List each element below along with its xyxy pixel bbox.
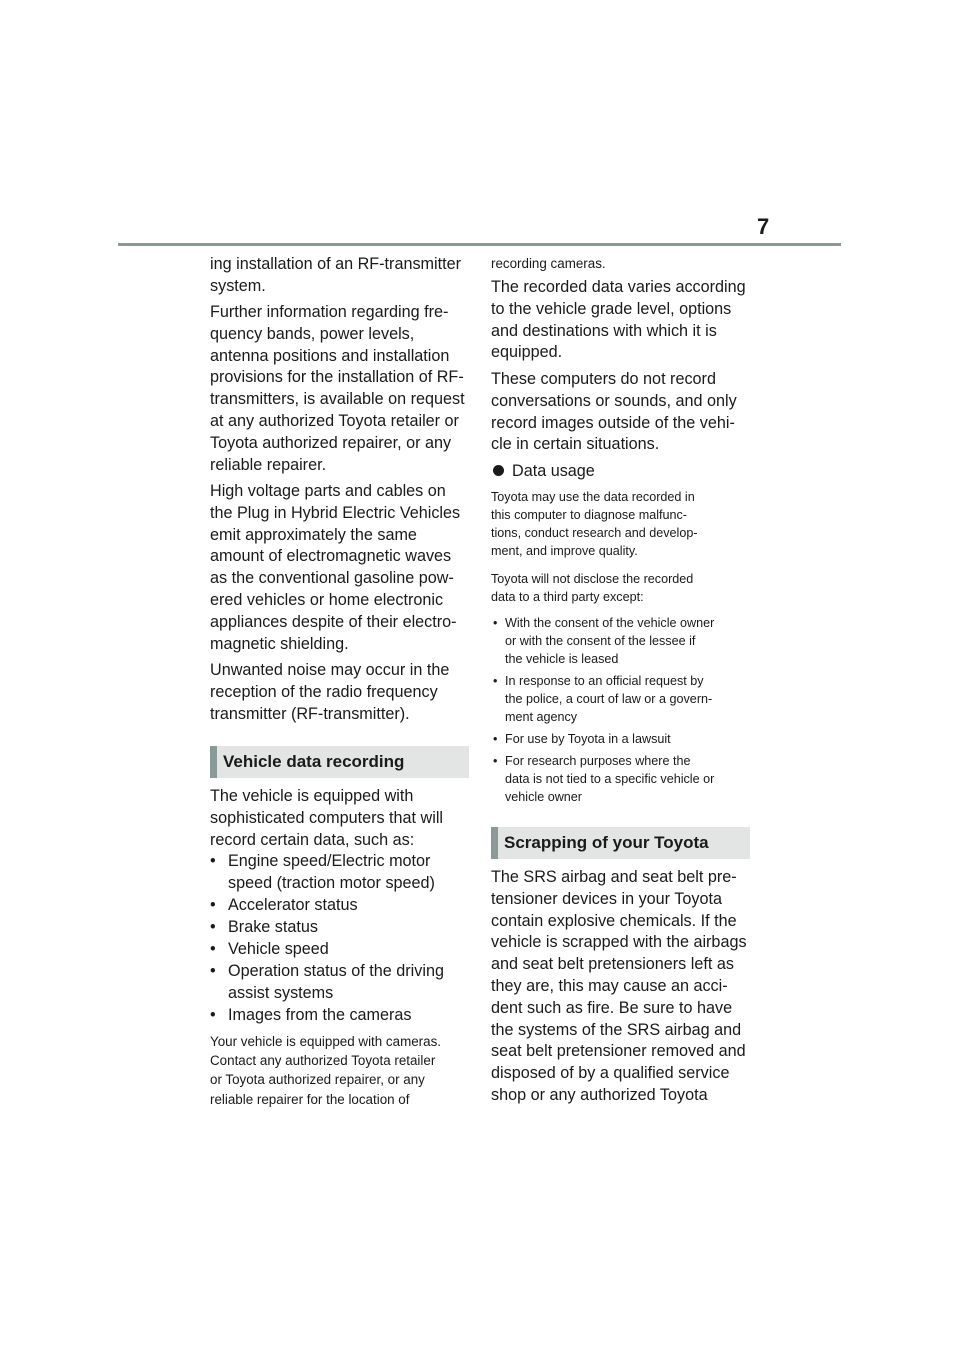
text-line: reliable repairer for the location of	[210, 1091, 410, 1107]
text-line: Toyota authorized repairer, or any	[210, 433, 452, 452]
paragraph-recorded-data	[491, 277, 746, 364]
paragraph-no-disclose	[491, 570, 693, 606]
bullet-mark: •	[493, 732, 498, 746]
text-line: Unwanted noise may occur in the	[210, 661, 450, 679]
list-item-text: For use by Toyota in a lawsuit	[505, 732, 671, 746]
text-line: as the conventional gasoline pow-	[210, 569, 454, 588]
text-line: sophisticated computers that will	[210, 808, 444, 827]
header-rule	[118, 243, 841, 246]
text-line: assist systems	[228, 983, 334, 1002]
text-line: Toyota will not disclose the recorded	[491, 572, 694, 586]
text-line: speed (traction motor speed)	[228, 873, 435, 892]
text-line: system.	[210, 276, 266, 295]
text-line: antenna positions and installation	[210, 346, 450, 365]
text-line: disposed of by a qualified service	[491, 1064, 730, 1083]
bullet-mark: •	[493, 616, 498, 630]
list-item-text: Vehicle speed	[228, 940, 329, 958]
text-line: With the consent of the vehicle owner	[505, 616, 715, 630]
text-line: reliable repairer.	[210, 455, 327, 474]
text-line: Toyota may use the data recorded in	[491, 490, 695, 504]
list-item-text	[505, 753, 714, 806]
text-line: appliances despite of their electro-	[210, 612, 457, 631]
text-line: amount of electromagnetic waves	[210, 547, 452, 566]
list-item-text	[505, 673, 712, 726]
text-line: The vehicle is equipped with	[210, 787, 414, 805]
text-line: In response to an official request by	[505, 674, 704, 688]
bullet-mark: •	[210, 896, 216, 914]
list-item-text: Brake status	[228, 918, 318, 936]
text-line: These computers do not record	[491, 370, 716, 388]
list-item-text	[228, 961, 444, 1005]
text-line: and seat belt pretensioners left as	[491, 955, 734, 974]
text-line: at any authorized Toyota retailer or	[210, 411, 459, 430]
text-line: reception of the radio frequency	[210, 682, 438, 701]
text-line: to the vehicle grade level, options	[491, 299, 732, 318]
text-line: provisions for the installation of RF-	[210, 368, 464, 387]
text-line: vehicle owner	[505, 789, 583, 804]
text-line: contain explosive chemicals. If the	[491, 911, 737, 930]
paragraph-high-voltage	[210, 481, 460, 655]
paragraph-unwanted-noise	[210, 660, 449, 725]
text-line: transmitters, is available on request	[210, 390, 465, 409]
text-line: this computer to diagnose malfunc-	[491, 508, 688, 522]
bullet-mark: •	[493, 754, 498, 768]
bullet-mark: •	[210, 940, 216, 958]
note-cameras	[210, 1032, 441, 1109]
filled-circle-icon	[493, 465, 504, 476]
text-line: ered vehicles or home electronic	[210, 590, 444, 609]
text-line: Further information regarding fre-	[210, 303, 449, 321]
list-item-text	[228, 851, 435, 895]
text-line: and destinations with which it is	[491, 321, 717, 340]
paragraph-scrapping	[491, 867, 747, 1107]
note-cameras-continued	[491, 254, 606, 273]
text-line: tions, conduct research and develop-	[491, 526, 698, 540]
text-line: seat belt pretensioner removed and	[491, 1042, 746, 1061]
text-line: equipped.	[491, 343, 563, 362]
text-line: dent such as fire. Be sure to have	[491, 998, 733, 1017]
section-header-vehicle-data: Vehicle data recording	[210, 746, 469, 778]
text-line: data to a third party except:	[491, 590, 644, 604]
text-line: ment, and improve quality.	[491, 544, 638, 558]
paragraph-no-recording	[491, 369, 737, 456]
paragraph-data-intro	[210, 786, 443, 851]
section-header-scrapping: Scrapping of your Toyota	[491, 827, 750, 859]
text-line: quency bands, power levels,	[210, 324, 415, 343]
text-line: ment agency	[505, 709, 578, 724]
list-item-text: Images from the cameras	[228, 1006, 412, 1024]
text-line: High voltage parts and cables on	[210, 482, 446, 500]
text-line: emit approximately the same	[210, 525, 417, 544]
bullet-mark: •	[210, 918, 216, 936]
text-line: shop or any authorized Toyota	[491, 1085, 708, 1104]
text-line: or Toyota authorized repairer, or any	[210, 1072, 425, 1088]
paragraph-data-usage	[491, 488, 698, 560]
text-line: Contact any authorized Toyota retailer	[210, 1053, 436, 1069]
text-line: conversations or sounds, and only	[491, 391, 737, 410]
paragraph-rf-installation	[210, 254, 461, 298]
text-line: Your vehicle is equipped with cameras.	[210, 1034, 441, 1049]
text-line: Engine speed/Electric motor	[228, 852, 431, 870]
text-line: the Plug in Hybrid Electric Vehicles	[210, 503, 461, 522]
text-line: The SRS airbag and seat belt pre-	[491, 868, 737, 886]
text-line: tensioner devices in your Toyota	[491, 889, 722, 908]
bullet-mark: •	[210, 852, 216, 870]
page-number: 7	[757, 214, 770, 239]
paragraph-further-info	[210, 302, 465, 476]
text-line: transmitter (RF-transmitter).	[210, 704, 410, 723]
text-line: ing installation of an RF-transmitter	[210, 255, 462, 273]
bullet-mark: •	[210, 962, 216, 980]
bullet-mark: •	[493, 674, 498, 688]
text-line: the police, a court of law or a govern-	[505, 691, 713, 706]
text-line: record certain data, such as:	[210, 830, 415, 849]
text-line: vehicle is scrapped with the airbags	[491, 933, 747, 952]
data-usage-heading	[493, 461, 595, 483]
text-line: For research purposes where the	[505, 754, 691, 768]
text-line: Operation status of the driving	[228, 962, 444, 980]
heading-text: Data usage	[512, 462, 595, 480]
text-line: magnetic shielding.	[210, 634, 349, 653]
text-line: recording cameras.	[491, 256, 606, 271]
text-line: they are, this may cause an acci-	[491, 976, 728, 995]
text-line: or with the consent of the lessee if	[505, 633, 696, 648]
text-line: The recorded data varies according	[491, 278, 746, 296]
text-line: record images outside of the vehi-	[491, 413, 735, 432]
list-item-text	[505, 615, 714, 668]
text-line: cle in certain situations.	[491, 435, 660, 454]
text-line: the systems of the SRS airbag and	[491, 1020, 742, 1039]
text-line: data is not tied to a specific vehicle or	[505, 771, 715, 786]
text-line: the vehicle is leased	[505, 651, 619, 666]
bullet-mark: •	[210, 1006, 216, 1024]
list-item-text: Accelerator status	[228, 896, 358, 914]
